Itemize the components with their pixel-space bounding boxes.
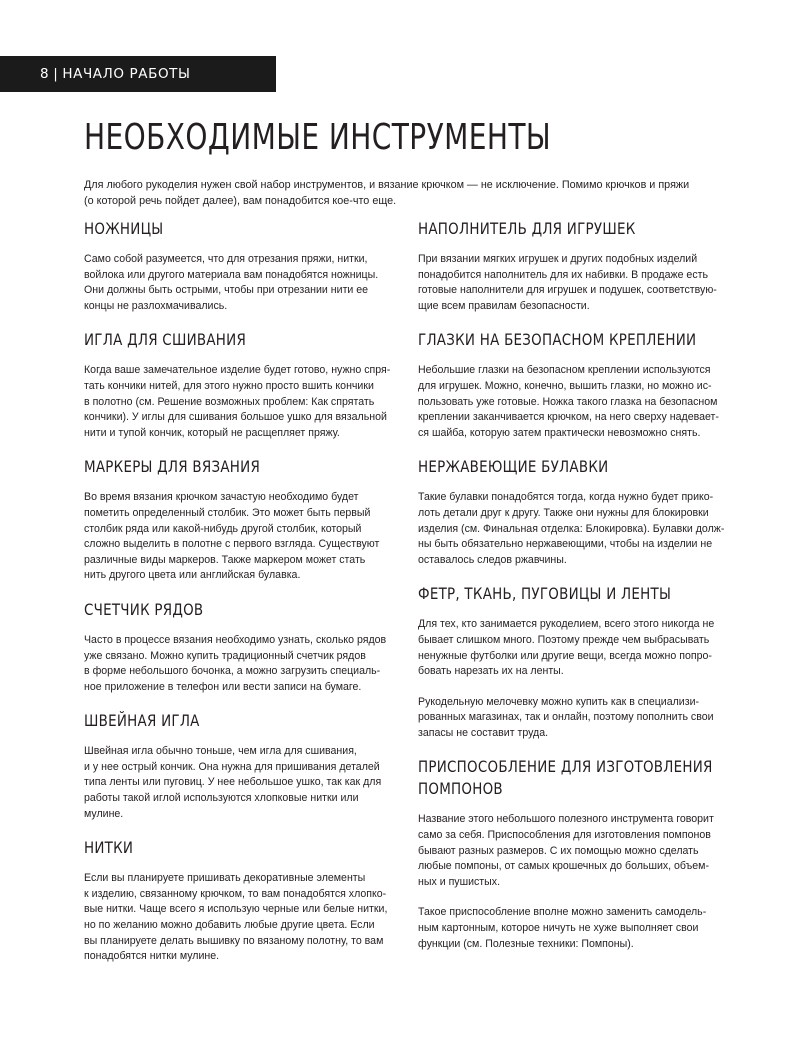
section-safety-eyes bbox=[418, 329, 740, 441]
section-heading: НОЖНИЦЫ bbox=[84, 219, 164, 238]
section-pompom-maker bbox=[418, 756, 740, 952]
page-number: 8 bbox=[40, 66, 50, 82]
section-paragraph: Часто в процессе вязания необходимо узнать, сколько рядов уже связано. Можно купить традиционный счетчик рядов в форме небольшого бочонка, а можно загрузить специаль- ное приложение в телефон или вести записи на бумаге. bbox=[84, 633, 387, 693]
section-paragraph: Для тех, кто занимается рукоделием, всего этого никогда не бывает слишком много. Поэтому прежде чем выбрасывать ненужные футболки или другие вещи, всегда можно попро- бовать нарезать их на ленты. bbox=[418, 618, 715, 678]
section-heading: ФЕТР, ТКАНЬ, ПУГОВИЦЫ И ЛЕНТЫ bbox=[418, 584, 672, 604]
section-heading: СЧЕТЧИК РЯДОВ bbox=[84, 599, 204, 619]
header-section-title: НАЧАЛО РАБОТЫ bbox=[62, 66, 191, 82]
section-heading: НИТКИ bbox=[84, 838, 134, 858]
right-column bbox=[418, 218, 740, 952]
section-toy-stuffing bbox=[418, 218, 740, 314]
section-paragraph: Во время вязания крючком зачастую необходимо будет пометить определенный столбик. Это может быть первый столбик ряда или какой-нибудь другой столбик, который сложно выделить в полотне с первого взгляда. Существуют различные виды маркеров. Также маркером может стать нить другого цвета или английская булавка. bbox=[84, 491, 380, 582]
section-heading: МАРКЕРЫ ДЛЯ ВЯЗАНИЯ bbox=[84, 457, 261, 477]
section-paragraph: Швейная игла обычно тоньше, чем игла для сшивания, и у нее острый кончик. Она нужна для пришивания деталей типа ленты или пуговиц. У нее небольшое ушко, так как для работы такой иглой используются хлопковые нитки или мулине. bbox=[84, 745, 382, 820]
running-header bbox=[0, 56, 276, 92]
section-paragraph: Такие булавки понадобятся тогда, когда нужно будет прико- лоть детали друг к другу. Также они нужны для блокировки изделия (см. Финальная отделка: Блокировка). Булавки долж- ны быть обязательно нержавеющими, чтобы на изделии не оставалось следов ржавчины. bbox=[418, 491, 725, 566]
section-heading: НАПОЛНИТЕЛЬ ДЛЯ ИГРУШЕК bbox=[418, 219, 636, 238]
section-row-counter bbox=[84, 599, 400, 695]
section-paragraph: Название этого небольшого полезного инструмента говорит само за себя. Приспособления для изготовления помпонов бывают разных размеров. С их помощью можно сделать любые помпоны, от самых крошечных до больших, объем- ных и пушистых. bbox=[418, 813, 714, 888]
section-heading: НЕРЖАВЕЮЩИЕ БУЛАВКИ bbox=[418, 457, 609, 477]
left-column bbox=[84, 218, 400, 965]
section-stainless-pins bbox=[418, 456, 740, 568]
section-heading: ИГЛА ДЛЯ СШИВАНИЯ bbox=[84, 330, 247, 350]
section-paragraph: При вязании мягких игрушек и других подобных изделий понадобится наполнитель для их набивки. В продаже есть готовые наполнители для игрушек и подушек, соответствую- щие всем правилам безопасности. bbox=[418, 253, 717, 312]
section-embroidery-needle bbox=[84, 710, 400, 822]
section-felt-fabric-buttons bbox=[418, 583, 740, 741]
section-paragraph: Когда ваше замечательное изделие будет готово, нужно спря- тать кончики нитей, для этого нужно просто вшить кончики в полотно (см. Решение возможных проблем: Как спрятать кончики). У иглы для сшивания большое ушко для вязальной нити и тупой кончик, который не расщепляет пряжу. bbox=[84, 364, 391, 439]
page-title: НЕОБХОДИМЫЕ ИНСТРУМЕНТЫ bbox=[84, 117, 552, 158]
section-paragraph: Само собой разумеется, что для отрезания пряжи, нитки, войлока или другого материала вам понадобятся ножницы. Они должны быть острыми, чтобы при отрезании нити ее концы не разлохмачивались. bbox=[84, 253, 379, 312]
section-paragraph: Если вы планируете пришивать декоративные элементы к изделию, связанному крючком, то вам понадобятся хлопко- вые нитки. Чаще всего я использую черные или белые нитки, но по желанию можно добавить любые другие цвета. Если вы планируете делать вышивку по вязаному полотну, то вам понадобятся нитки мулине. bbox=[84, 872, 388, 963]
section-heading: ШВЕЙНАЯ ИГЛА bbox=[84, 711, 200, 731]
intro-paragraph: Для любого рукоделия нужен свой набор инструментов, и вязание крючком — не исключение. Помимо крючков и пряжи (о которой речь пойдет далее), вам понадобится кое-что еще. bbox=[84, 179, 690, 207]
section-stitch-markers bbox=[84, 456, 400, 584]
section-heading: ГЛАЗКИ НА БЕЗОПАСНОМ КРЕПЛЕНИИ bbox=[418, 330, 697, 350]
header-separator: | bbox=[53, 66, 59, 82]
section-paragraph: Рукодельную мелочевку можно купить как в специализи- рованных магазинах, так и онлайн, поэтому пополнить свои запасы не составит труда. bbox=[418, 695, 714, 739]
section-sewing-needle bbox=[84, 329, 400, 441]
section-paragraph: Такое приспособление вполне можно заменить самодель- ным картонным, которое ничуть не хуже выполняет свои функции (см. Полезные техники: Помпоны). bbox=[418, 906, 707, 950]
section-threads bbox=[84, 837, 400, 965]
section-heading: ПРИСПОСОБЛЕНИЕ ДЛЯ ИЗГОТОВЛЕНИЯ ПОМПОНОВ bbox=[418, 757, 713, 799]
section-scissors bbox=[84, 218, 400, 314]
section-paragraph: Небольшие глазки на безопасном креплении используются для игрушек. Можно, конечно, вышить глазки, но можно ис- пользовать уже готовые. Ножка такого глазка на безопасном креплении заканчивается крючком, на него сверху надевает- ся шайба, которую затем практически невозможно снять. bbox=[418, 364, 719, 439]
